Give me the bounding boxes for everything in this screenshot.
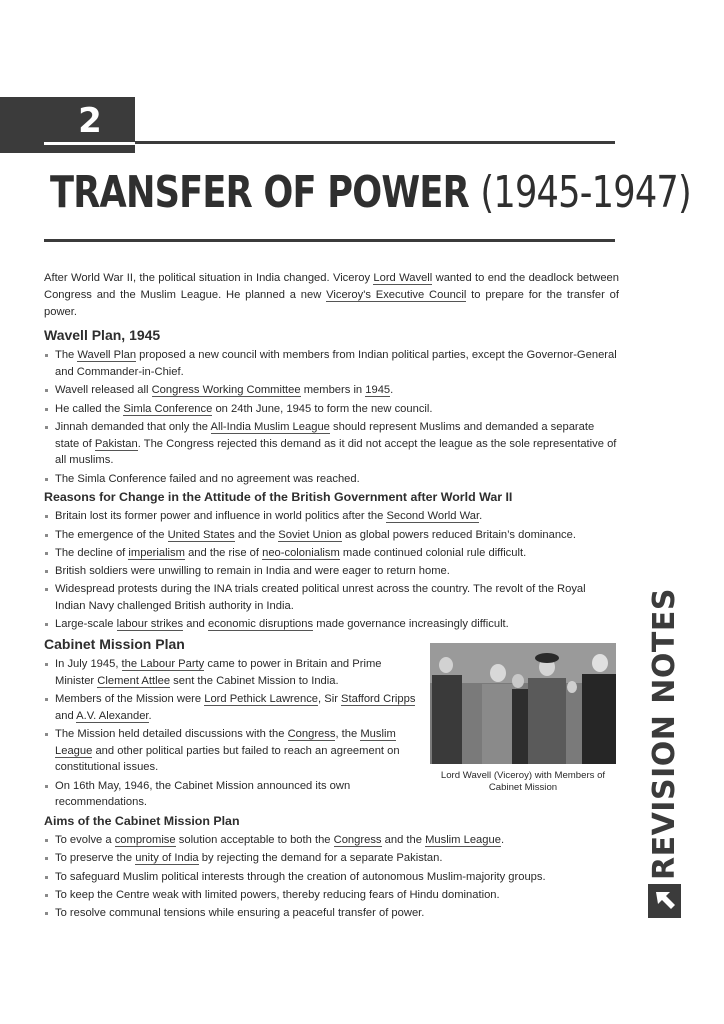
term-congress: Congress [287,727,336,740]
term-compromise: compromise [114,834,176,847]
term-unity-of-india: unity of India [135,852,199,865]
term-us: United States [167,528,235,541]
list-item: Britain lost its former power and influence in world politics after the Second World War. [44,508,619,525]
content [44,270,619,924]
term-labour-party: the Labour Party [121,657,205,670]
term-neo-colonialism: neo-colonialism [262,546,340,559]
term-pethick-lawrence: Lord Pethick Lawrence [204,692,319,705]
list-item: In July 1945, the Labour Party came to power in Britain and Prime Minister Clement Attlee sent the Cabinet Mission to India. [44,656,416,690]
list-item: The decline of imperialism and the rise of neo-colonialism made continued colonial rule difficult. [44,545,619,562]
photo-caption: Lord Wavell (Viceroy) with Members of Cabinet Mission [440,769,606,793]
term-imperialism: imperialism [128,546,185,559]
term-muslim-league-3: Muslim League [425,834,501,847]
list-item: To evolve a compromise solution acceptable to both the Congress and the Muslim League. [44,832,619,849]
title-main: TRANSFER OF POWER [50,167,469,218]
list-item: The emergence of the United States and the Soviet Union as global powers reduced Britain’s dominance. [44,527,619,544]
term-ww2: Second World War [386,510,480,523]
term-1945: 1945 [365,384,391,397]
term-simla-conference: Simla Conference [123,402,213,415]
intro-text-3: to prepare for the transfer of power. [44,288,619,318]
wavell-list [44,347,619,487]
page-title [50,167,691,218]
list-item: To keep the Centre weak with limited powers, thereby reducing fears of Hindu domination. [44,887,619,904]
list-item: The Mission held detailed discussions with the Congress, the Muslim League and other political parties but failed to reach an agreement on constitutional issues. [44,726,416,776]
list-item: The Wavell Plan proposed a new council with members from Indian political parties, except the Governor-General and Commander-in-Chief. [44,347,619,381]
term-muslim-league-2: Muslim League [55,727,396,757]
list-item: To safeguard Muslim political interests through the creation of autonomous Muslim-majority groups. [44,869,619,886]
list-item: To resolve communal tensions while ensuring a peaceful transfer of power. [44,905,619,922]
intro-text-2: wanted to end the deadlock between Congress and the Muslim League. He planned a new [44,272,619,301]
list-item: Members of the Mission were Lord Pethick Lawrence, Sir Stafford Cripps and A.V. Alexander. [44,691,416,725]
list-item: The Simla Conference failed and no agreement was reached. [44,471,619,488]
arrow-badge [648,884,681,918]
list-item: To preserve the unity of India by rejecting the demand for a separate Pakistan. [44,850,619,867]
cabinet-list [44,656,416,811]
photo-figure [430,643,616,794]
term-lord-wavell: Lord Wavell [373,272,433,284]
list-item: On 16th May, 1946, the Cabinet Mission announced its own recommendations. [44,778,416,812]
term-labour-strikes: labour strikes [116,618,184,631]
cabinet-section [44,635,619,811]
list-item: British soldiers were unwilling to remain in India and were eager to return home. [44,563,619,580]
intro-paragraph [44,270,619,320]
list-item: Wavell released all Congress Working Committee members in 1945. [44,382,619,399]
wavell-heading: Wavell Plan, 1945 [44,327,161,344]
term-economic-disruptions: economic disruptions [208,618,314,631]
cabinet-heading: Cabinet Mission Plan [44,635,185,652]
aims-list [44,832,619,922]
term-alexander: A.V. Alexander [76,709,149,722]
term-congress-2: Congress [333,834,382,847]
term-executive-council: Viceroy's Executive Council [326,288,467,301]
title-years: (1945-1947) [480,167,691,218]
side-tab-label: REVISION NOTES [647,588,682,880]
chapter-number-underline [44,142,135,145]
reasons-list [44,508,619,633]
term-attlee: Clement Attlee [97,674,171,687]
list-item: Large-scale labour strikes and economic disruptions made governance increasingly difficult. [44,616,619,633]
term-cwc: Congress Working Committee [151,384,301,397]
header-rule [135,141,615,144]
historical-photo [430,643,616,764]
title-rule [44,239,615,242]
list-item: He called the Simla Conference on 24th June, 1945 to form the new council. [44,401,619,418]
list-item: Jinnah demanded that only the All-India Muslim League should represent Muslims and demanded a separate state of Pakistan. The Congress rejected this demand as it did not accept the league as the sole representative of all muslims. [44,419,619,469]
term-cripps: Stafford Cripps [341,692,416,705]
list-item: Widespread protests during the INA trials created political unrest across the country. The revolt of the Royal Indian Navy challenged British authority in India. [44,581,619,615]
term-pakistan: Pakistan [94,437,138,450]
arrow-up-left-icon [648,884,681,918]
chapter-number: 2 [78,101,102,141]
reasons-heading: Reasons for Change in the Attitude of the British Government after World War II [44,490,513,505]
term-wavell-plan: Wavell Plan [77,349,137,362]
aims-heading: Aims of the Cabinet Mission Plan [44,814,240,829]
term-ussr: Soviet Union [278,528,342,541]
term-muslim-league: All-India Muslim League [210,420,330,433]
intro-text-1: After World War II, the political situation in India changed. Viceroy [44,272,374,284]
